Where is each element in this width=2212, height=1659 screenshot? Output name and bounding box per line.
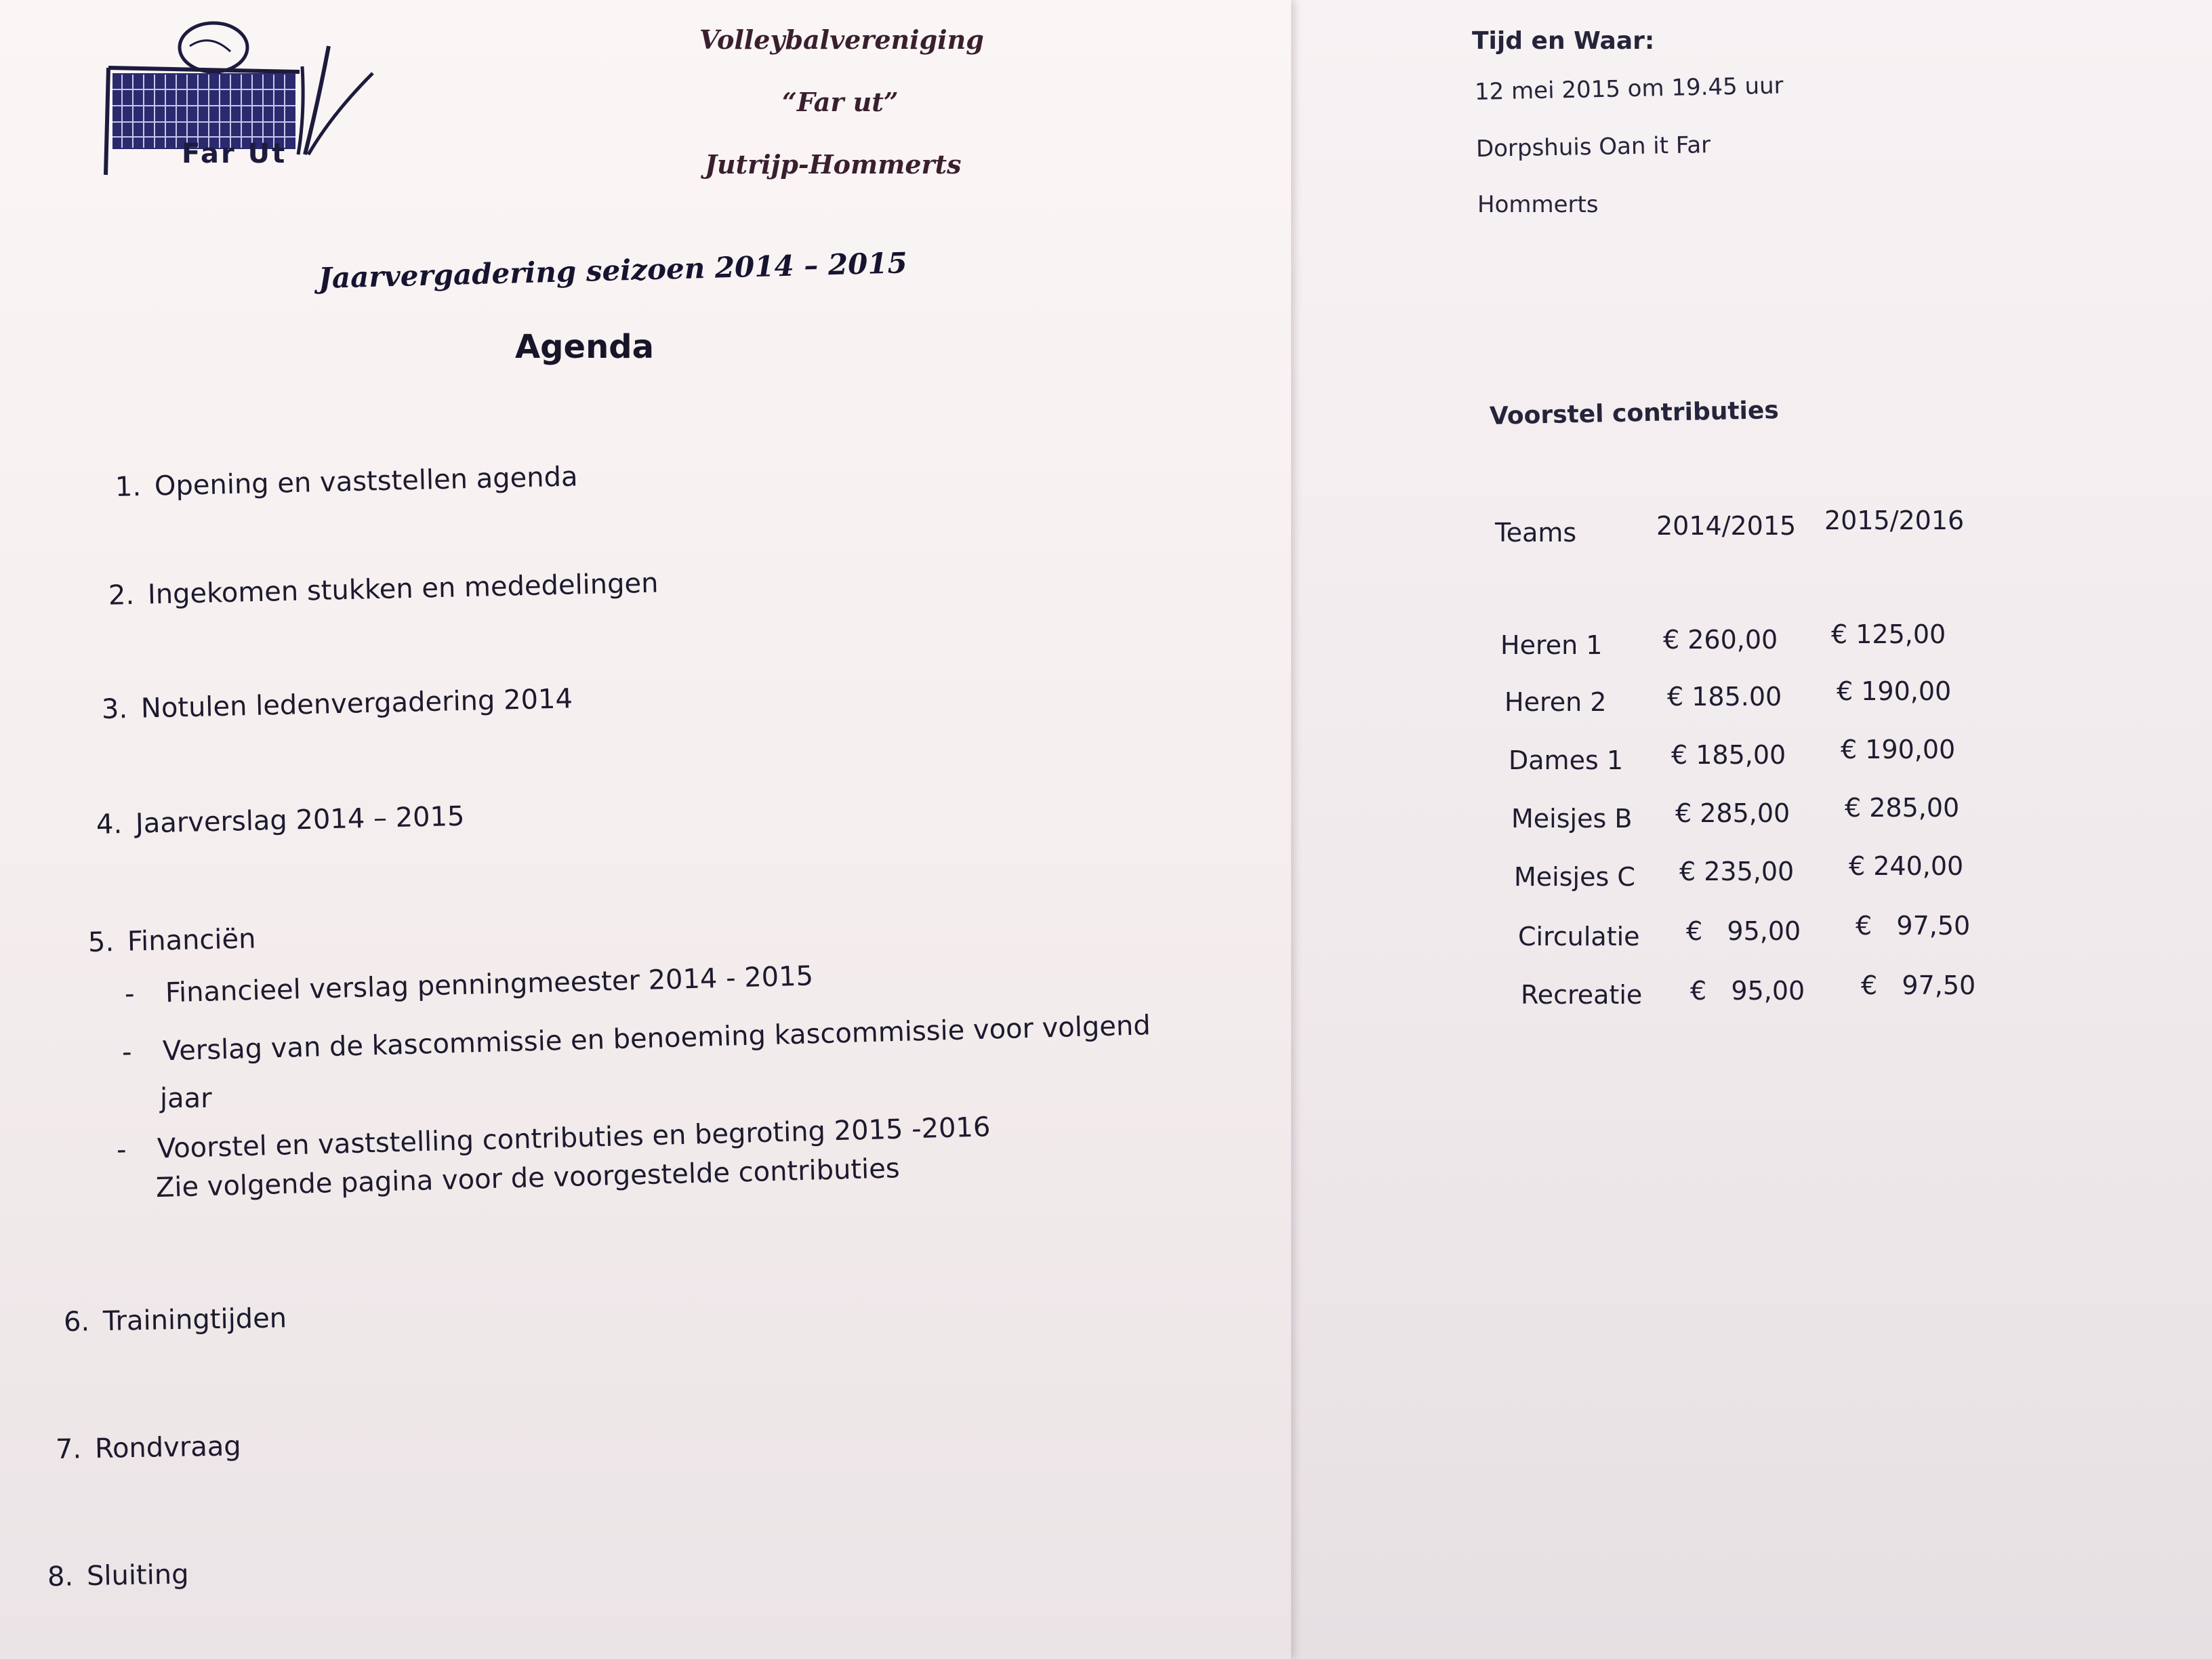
sub-item bbox=[124, 960, 813, 1010]
club-name-line3: Jutrijp-Hommerts bbox=[705, 149, 962, 180]
list-item bbox=[115, 462, 577, 503]
meeting-title: Jaarvergadering seizoen 2014 – 2015 bbox=[318, 246, 908, 295]
item-text: Ingekomen stukken en mededelingen bbox=[147, 567, 659, 611]
team-name: Meisjes C bbox=[1514, 862, 1635, 892]
list-item bbox=[108, 568, 658, 611]
fee-2015-2016: € 190,00 bbox=[1841, 735, 1956, 764]
club-name-line1: Volleybalvereniging bbox=[699, 24, 984, 55]
item-number: 6. bbox=[63, 1306, 90, 1338]
item-number: 1. bbox=[115, 471, 142, 503]
item-text: Rondvraag bbox=[94, 1431, 242, 1465]
item-number: 3. bbox=[101, 693, 128, 725]
fee-2015-2016: € 97,50 bbox=[1861, 970, 1976, 1000]
list-item bbox=[101, 683, 573, 725]
sub-item bbox=[121, 1010, 1151, 1068]
item-number: 4. bbox=[96, 808, 123, 840]
meeting-date-time: 12 mei 2015 om 19.45 uur bbox=[1474, 72, 1784, 106]
column-header-teams: Teams bbox=[1495, 518, 1577, 548]
fee-2015-2016: € 190,00 bbox=[1837, 676, 1952, 706]
item-number: 2. bbox=[108, 579, 135, 611]
fee-2014-2015: € 235,00 bbox=[1679, 857, 1795, 886]
club-name-line2: “Far ut” bbox=[782, 87, 899, 117]
column-header-2015-2016: 2015/2016 bbox=[1824, 506, 1965, 535]
sub-item-dash: - bbox=[121, 1036, 133, 1068]
team-name: Recreatie bbox=[1521, 980, 1643, 1010]
contributions-heading: Voorstel contributies bbox=[1489, 396, 1780, 430]
sub-item-dash: - bbox=[124, 978, 136, 1010]
item-text: Notulen ledenvergadering 2014 bbox=[140, 683, 573, 724]
item-text: Trainingtijden bbox=[102, 1303, 287, 1337]
fee-2015-2016: € 97,50 bbox=[1856, 911, 1971, 941]
sub-item-continuation: jaar bbox=[160, 1083, 212, 1114]
meeting-venue: Dorpshuis Oan it Far bbox=[1475, 131, 1711, 163]
list-item bbox=[96, 801, 464, 840]
item-text: Jaarverslag 2014 – 2015 bbox=[135, 800, 465, 840]
list-item bbox=[47, 1559, 189, 1593]
item-text: Financiën bbox=[127, 923, 256, 958]
sub-item-continuation: Zie volgende pagina voor de voorgestelde contributies bbox=[155, 1153, 901, 1204]
sub-item-text: Verslag van de kascommissie en benoeming kascommissie voor volgend bbox=[162, 1010, 1151, 1067]
team-name: Heren 2 bbox=[1504, 687, 1607, 717]
team-name: Circulatie bbox=[1518, 922, 1640, 951]
meeting-label: Tijd en Waar: bbox=[1472, 27, 1655, 55]
sub-item-text: Voorstel en vaststelling contributies en begroting 2015 -2016 bbox=[157, 1111, 991, 1165]
item-number: 8. bbox=[47, 1561, 74, 1593]
fee-2014-2015: € 95,00 bbox=[1686, 916, 1801, 946]
team-name: Dames 1 bbox=[1509, 745, 1623, 775]
team-name: Heren 1 bbox=[1500, 630, 1603, 660]
sub-item-dash: - bbox=[116, 1134, 127, 1166]
fee-2014-2015: € 185,00 bbox=[1671, 740, 1786, 770]
list-item bbox=[64, 1303, 287, 1338]
agenda-heading: Agenda bbox=[515, 328, 654, 366]
right-page bbox=[1247, 0, 2212, 1659]
meeting-town: Hommerts bbox=[1477, 191, 1599, 218]
logo-text: Far Ut bbox=[182, 138, 287, 169]
fee-2015-2016: € 125,00 bbox=[1831, 619, 1946, 649]
item-number: 5. bbox=[87, 926, 115, 958]
team-name: Meisjes B bbox=[1511, 804, 1633, 834]
column-header-2014-2015: 2014/2015 bbox=[1656, 511, 1797, 541]
fee-2015-2016: € 240,00 bbox=[1849, 851, 1964, 881]
fee-2015-2016: € 285,00 bbox=[1845, 793, 1960, 823]
item-text: Sluiting bbox=[86, 1559, 189, 1592]
fee-2014-2015: € 285,00 bbox=[1675, 798, 1790, 828]
list-item bbox=[87, 923, 255, 958]
item-number: 7. bbox=[55, 1433, 82, 1465]
list-item bbox=[56, 1431, 242, 1465]
item-text: Opening en vaststellen agenda bbox=[154, 461, 578, 502]
fee-2014-2015: € 185.00 bbox=[1667, 682, 1782, 712]
sub-item-text: Financieel verslag penningmeester 2014 - 2015 bbox=[165, 960, 814, 1009]
fee-2014-2015: € 260,00 bbox=[1663, 625, 1778, 655]
club-logo bbox=[102, 19, 380, 182]
fee-2014-2015: € 95,00 bbox=[1690, 976, 1805, 1006]
